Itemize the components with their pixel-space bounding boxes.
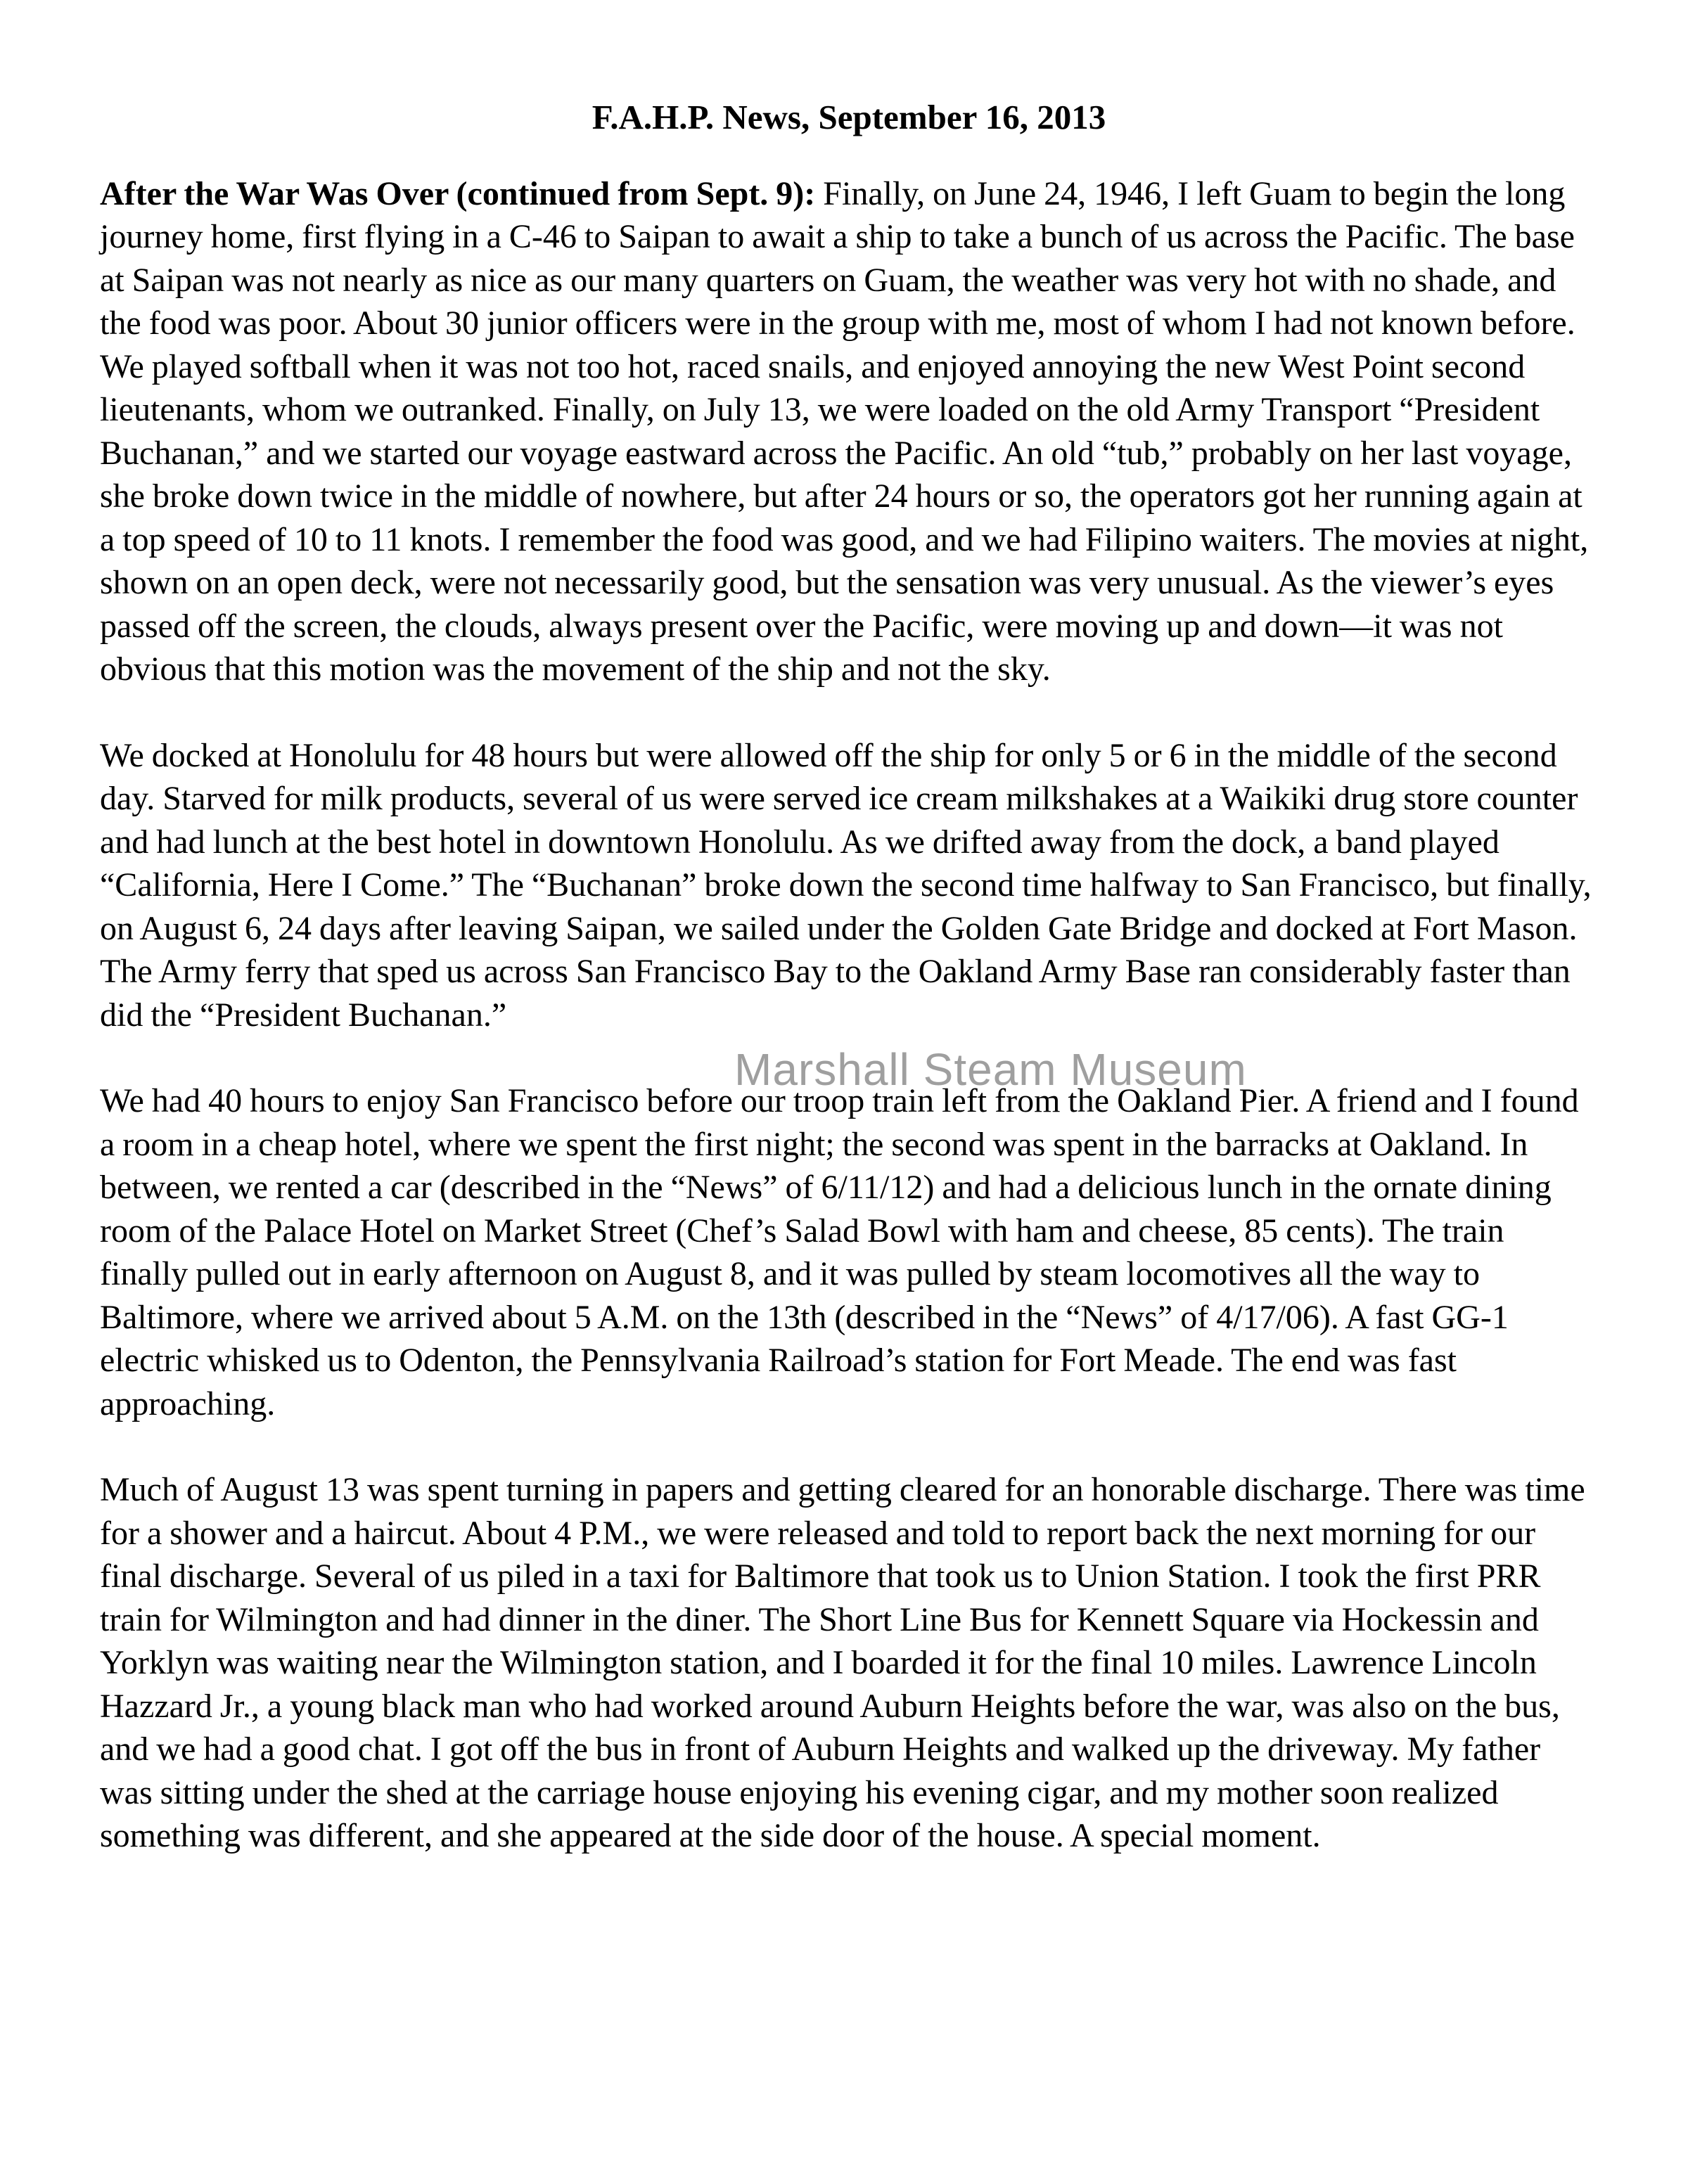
paragraph-1-body: Finally, on June 24, 1946, I left Guam to begin the long journey home, first flying in a C-46 to Saipan to await a ship to take a bunch of us across the Pacific. The base at Saipan was not nearly as nice as our many quarters on Guam, the weather was very hot with no shade, and the food was poor. About 30 junior officers were in the group with me, most of whom I had not known before. We played softball when it was not too hot, raced snails, and enjoyed annoying the new West Point second lieutenants, whom we outranked. Finally, on July 13, we were loaded on the old Army Transport “President Buchanan,” and we started our voyage eastward across the Pacific. An old “tub,” probably on her last voyage, she broke down twice in the middle of nowhere, but after 24 hours or so, the operators got her running again at a top speed of 10 to 11 knots. I remember the food was good, and we had Filipino waiters. The movies at night, shown on an open deck, were not necessarily good, but the sensation was very unusual. As the viewer’s eyes passed off the screen, the clouds, always present over the Pacific, were moving up and down—it was not obvious that this motion was the movement of the ship and not the sky. — [100, 174, 1589, 688]
paragraph-3-body: We had 40 hours to enjoy San Francisco before our troop train left from the Oakland Pier. A friend and I found a room in a cheap hotel, where we spent the first night; the second was spent in the barracks at Oakland. In between, we rented a car (described in the “News” of 6/11/12) and had a delicious lunch in the ornate dining room of the Palace Hotel on Market Street (Chef’s Salad Bowl with ham and cheese, 85 cents). The train finally pulled out in early afternoon on August 8, and it was pulled by steam locomotives all the way to Baltimore, where we arrived about 5 A.M. on the 13th (described in the “News” of 4/17/06). A fast GG-1 electric whisked us to Odenton, the Pennsylvania Railroad’s station for Fort Meade. The end was fast approaching. — [100, 1082, 1579, 1422]
section-heading: After the War Was Over (continued from Sept. 9): — [100, 174, 816, 212]
watermark: Marshall Steam Museum — [734, 1044, 1247, 1095]
paragraph-2-body: We docked at Honolulu for 48 hours but were allowed off the ship for only 5 or 6 in the middle of the second day. Starved for milk products, several of us were served ice cream milkshakes at a Waikiki drug store counter and had lunch at the best hotel in downtown Honolulu. As we drifted away from the dock, a band played “California, Here I Come.” The “Buchanan” broke down the second time halfway to San Francisco, but finally, on August 6, 24 days after leaving Saipan, we sailed under the Golden Gate Bridge and docked at Fort Mason. The Army ferry that sped us across San Francisco Bay to the Oakland Army Base ran considerably faster than did the “President Buchanan.” — [100, 736, 1592, 1034]
page-title: F.A.H.P. News, September 16, 2013 — [592, 98, 1106, 136]
document-page — [100, 97, 1598, 1901]
paragraph-4 — [100, 1468, 1598, 1858]
paragraph-4-body: Much of August 13 was spent turning in papers and getting cleared for an honorable discharge. There was time for a shower and a haircut. About 4 P.M., we were released and told to report back the next morning for our final discharge. Several of us piled in a taxi for Baltimore that took us to Union Station. I took the first PRR train for Wilmington and had dinner in the diner. The Short Line Bus for Kennett Square via Hockessin and Yorklyn was waiting near the Wilmington station, and I boarded it for the final 10 miles. Lawrence Lincoln Hazzard Jr., a young black man who had worked around Auburn Heights before the war, was also on the bus, and we had a good chat. I got off the bus in front of Auburn Heights and walked up the driveway. My father was sitting under the shed at the carriage house enjoying his evening cigar, and my mother soon realized something was different, and she appeared at the side door of the house. A special moment. — [100, 1471, 1585, 1855]
paragraph-3 — [100, 1079, 1598, 1425]
paragraph-1 — [100, 172, 1598, 691]
paragraph-2 — [100, 734, 1598, 1037]
